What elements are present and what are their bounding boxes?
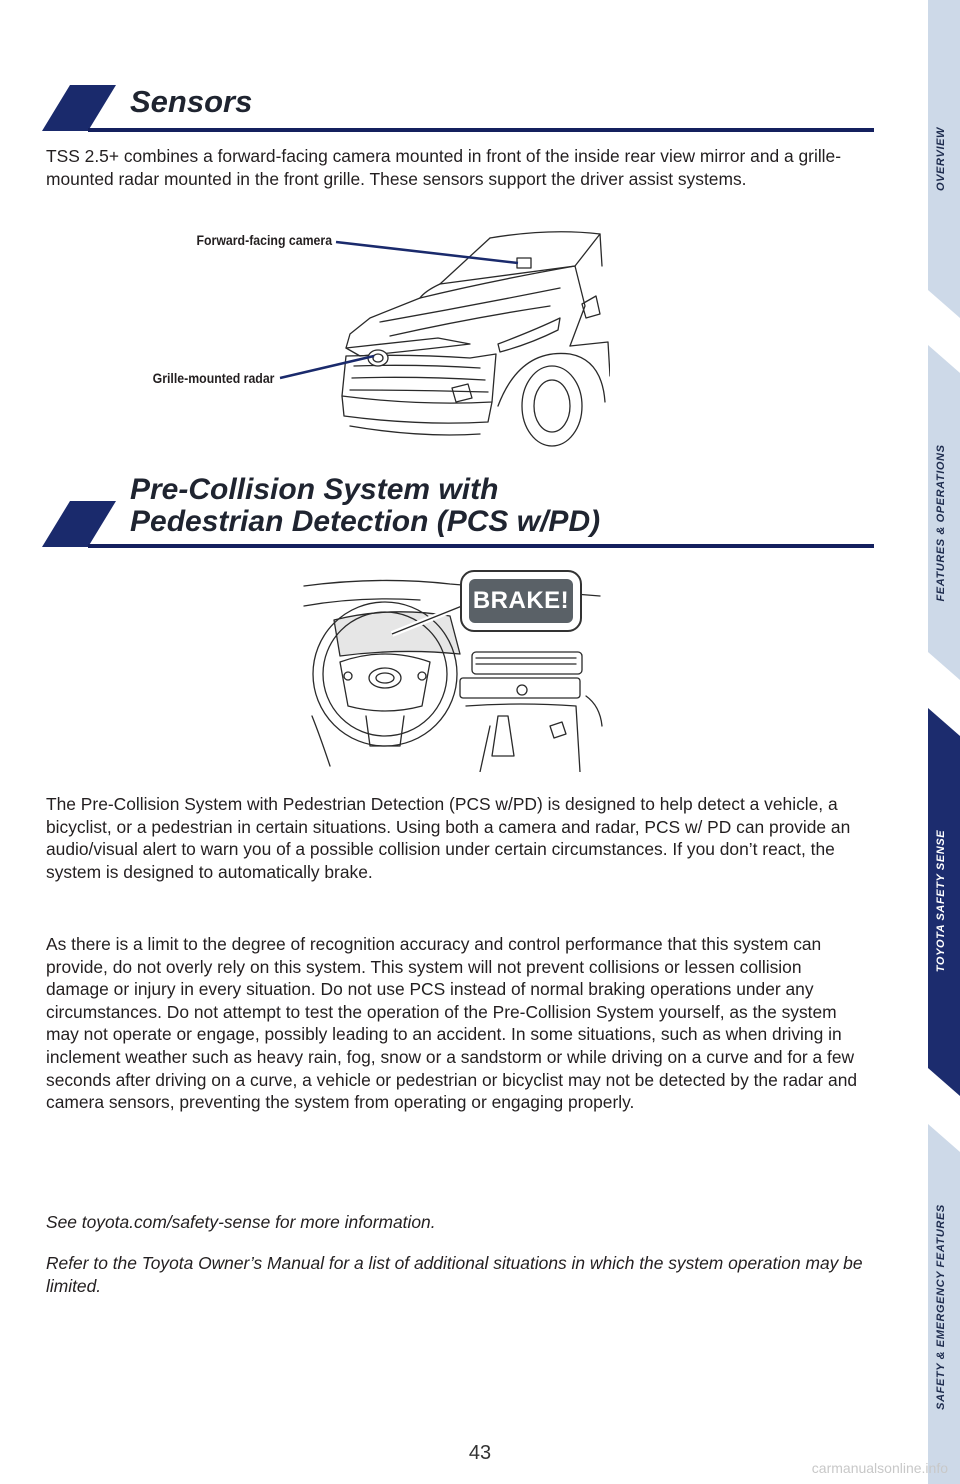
pcs-paragraph-1: The Pre-Collision System with Pedestrian Detection (PCS w/PD) is designed to help detect a vehicle, a bicyclist, or a pedestrian in certain situations. Using both a camera and radar, PCS w/ PD can provide an audio/visual alert to warn you of a possible collision under certain circumstances. If you don’t react, the system is designed to automatically brake. <box>46 794 851 882</box>
pcs-title-line-2: Pedestrian Detection (PCS w/PD) <box>130 505 601 538</box>
brake-warning-text: BRAKE! <box>469 579 573 623</box>
pcs-paragraph-2: As there is a limit to the degree of recognition accuracy and control performance that this system can provide, do not overly rely on this system. This system will not prevent collisions or lessen collision damage or injury in every situation. Do not use PCS instead of normal braking operations under any circumstances. Do not attempt to test the operation of the Pre-Collision System yourself, as the system may not operate or engage, possibly leading to an accident. In some situations, such as when driving in inclement weather such as heavy rain, fog, snow or a sandstorm or while driving on a curve and for a few seconds after driving on a curve, a vehicle or pedestrian or bicyclist may not be detected by the radar and camera sensors, preventing the system from operating or engaging properly. <box>46 934 858 1113</box>
grille-mounted-radar-callout: Grille-mounted radar <box>152 370 274 386</box>
forward-facing-camera-callout: Forward-facing camera <box>196 232 332 248</box>
sensors-title: Sensors <box>130 84 253 119</box>
tab-overview[interactable]: OVERVIEW <box>935 126 947 192</box>
tab-safety-emergency-features[interactable]: SAFETY & EMERGENCY FEATURES <box>935 1204 947 1410</box>
tab-toyota-safety-sense[interactable]: TOYOTA SAFETY SENSE <box>935 829 947 973</box>
pcs-section-header <box>42 474 874 550</box>
sensors-intro-text: TSS 2.5+ combines a forward-facing camera mounted in front of the inside rear view mirror and a grille-mounted radar mounted in the front grille. These sensors support the driver assist systems. <box>46 146 842 189</box>
pcs-title-line-1: Pre-Collision System with <box>130 473 499 506</box>
callout-leader-lines <box>0 0 960 460</box>
brake-warning-badge <box>460 570 582 632</box>
watermark: carmanualsonline.info <box>811 1460 948 1476</box>
pcs-note-safety-sense-link: See toyota.com/safety-sense for more information. <box>46 1212 436 1232</box>
dashboard-brake-illustration <box>300 566 610 772</box>
tab-features-operations[interactable]: FEATURES & OPERATIONS <box>935 444 947 602</box>
pcs-title <box>130 474 600 538</box>
pcs-note-owners-manual: Refer to the Toyota Owner’s Manual for a list of additional situations in which the system operation may be limited. <box>46 1253 863 1296</box>
page-number: 43 <box>468 1442 492 1464</box>
